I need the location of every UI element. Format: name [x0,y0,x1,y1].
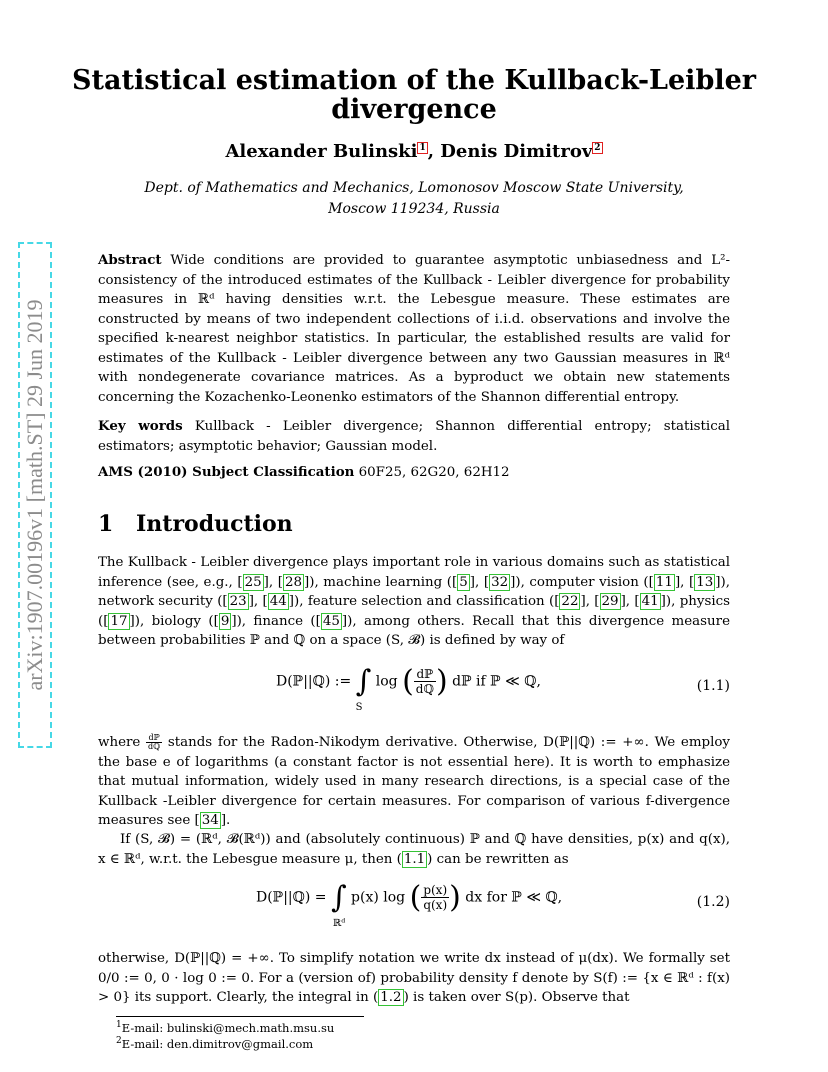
text-run: ]. [220,813,231,828]
affiliation [100,178,728,220]
citation-link[interactable]: 29 [601,594,619,609]
abstract [98,251,730,407]
eq1-fraction [414,667,436,696]
text-run: ]), feature selection and classification ([ [288,594,560,609]
inline-denominator: dℚ [148,742,161,751]
text-run: ) can be rewritten as [427,851,569,867]
abstract-label: Abstract [98,252,162,268]
footnote-mark: 2 [116,1036,122,1046]
eq1-numerator: dℙ [414,667,436,682]
eq2-domain: ℝᵈ [332,918,346,929]
section-heading [98,511,293,537]
equation-number: (1.1) [696,678,730,694]
intro-paragraph-1 [98,553,730,651]
text-run: ]), physics ([ [98,594,730,629]
citation-link[interactable]: 41 [641,594,659,609]
footnote-mark: 1 [116,1020,122,1030]
equation-1-2 [98,880,730,936]
equation-1-1 [98,664,730,714]
text-run: ], [ [469,574,490,590]
citation-link[interactable]: 13 [696,574,714,590]
text-run: ]), biology ([ [129,613,219,629]
text-run: ]), finance ([ [231,613,321,629]
citation-link[interactable]: 22 [561,594,579,609]
keywords-text: Kullback - Leibler divergence; Shannon differential entropy; statistical estimators; asymptotic behavior; Gaussian model. [98,419,730,454]
paper-title: Statistical estimation of the Kullback-Leibler divergence [72,65,756,125]
eq1-rest: dℙ if ℙ ≪ ℚ, [452,673,541,690]
ams-codes: 60F25, 62G20, 62H12 [358,465,510,480]
text-run: If (S, 𝓑) = (ℝᵈ, 𝓑(ℝᵈ)) and (absolutely continuous) ℙ and ℚ have densities, p(x) and q(x), x ∈ ℝᵈ, w.r.t. the Lebesgue measure μ, then ( [98,832,730,867]
intro-paragraph-4 [98,949,730,1008]
ams-label: AMS (2010) Subject Classification [98,464,355,480]
intro-paragraph-2 [98,733,730,831]
text-run: otherwise, D(ℙ||ℚ) = +∞. To simplify notation we write dx instead of μ(dx). We formally set 0/0 := 0, 0 · log 0 := 0. For a (version of) probability density f denote by S(f) := {x ∈ ℝᵈ : f(x) > 0} its support. Clearly, the integral in ( [98,951,730,1005]
inline-fraction [146,734,162,751]
footnote-link-1[interactable]: 1 [419,143,426,153]
section-title: Introduction [136,511,293,537]
affiliation-line-2: Moscow 119234, Russia [328,201,500,217]
keywords [98,417,730,456]
text-run: ], [ [620,594,640,609]
text-run: ) is taken over S(p). Observe that [403,990,630,1005]
author-separator: , [427,141,441,162]
arxiv-identifier: arXiv:1907.00196v1 [math.ST] 29 Jun 2019 [22,299,47,691]
abstract-text: Wide conditions are provided to guarantee asymptotic unbiasedness and L²-consistency of the introduced estimates of the Kullback - Leibler divergence for probability measures in ℝᵈ having densities w.r.t. the Lebesgue measure. These estimates are constructed by means of two independent collections of i.i.d. observations and involve the specified k-nearest neighbor statistics. In particular, the established results are valid for estimates of the Kullback - Leibler divergence between any two Gaussian measures in ℝᵈ with nondegenerate covariance matrices. As a byproduct we obtain new statements concerning the Kozachenko-Leonenko estimators of the Shannon differential entropy. [98,253,730,405]
equation-number: (1.2) [696,894,730,910]
equation-link[interactable]: 1.2 [380,990,402,1005]
text-run: ]), among others. Recall that this divergence measure between probabilities ℙ and ℚ on a space (S, 𝓑) is defined by way of [98,613,730,648]
equation-link[interactable]: 1.1 [403,851,426,867]
citation-link[interactable]: 11 [655,574,673,590]
arxiv-side-stamp [18,242,52,748]
authors [60,141,768,162]
affiliation-line-1: Dept. of Mathematics and Mechanics, Lomonosov Moscow State University, [144,180,684,196]
footnote-separator [116,1016,364,1017]
eq1-denominator: dℚ [415,682,434,696]
footnote-1 [116,1020,334,1035]
footnote-2 [116,1036,313,1051]
left-paren: ( [409,880,422,915]
intro-paragraph-3 [98,830,730,869]
eq2-lhs: D(ℙ||ℚ) = [256,889,331,906]
text-run: ], [ [580,594,600,609]
author-1: Alexander Bulinski [225,141,418,162]
right-paren: ) [449,880,461,915]
eq2-rest: dx for ℙ ≪ ℚ, [465,889,563,906]
eq1-log: log [375,673,398,690]
text-run: ]), machine learning ([ [304,574,458,590]
text-run: ], [ [674,574,695,590]
eq2-fraction [421,883,449,912]
author-2: Denis Dimitrov [440,141,593,162]
text-run: stands for the Radon-Nikodym derivative. Otherwise, D(ℙ||ℚ) := +∞. We employ the base e of logarithms (a constant factor is not essential here). It is worth to emphasize that mutual information, widely used in many research directions, is a special case of the Kullback -Leibler divergence for certain measures. For comparison of various f-divergence measures see [ [98,735,730,828]
integral-sign: ∫ [355,664,372,699]
text-run: ]), computer vision ([ [510,574,654,590]
citation-link[interactable]: 9 [220,613,230,629]
text-run: where [98,735,147,750]
inline-numerator: dℙ [146,734,162,743]
eq2-integrand: p(x) log [351,889,406,906]
eq2-numerator: p(x) [423,883,448,897]
text-run: ], [ [248,594,268,609]
eq1-lhs: D(ℙ||ℚ) := [276,673,356,690]
citation-link[interactable]: 34 [201,813,219,828]
footnote-text: E-mail: den.dimitrov@gmail.com [121,1036,314,1051]
footnote-text: E-mail: bulinski@mech.math.msu.su [121,1020,335,1035]
citation-link[interactable]: 45 [322,613,340,629]
eq1-domain: S [355,702,363,713]
text-run: The Kullback - Leibler divergence plays important role in various domains such as statistical inference (see, e.g., [ [98,555,730,590]
citation-link[interactable]: 44 [269,594,287,609]
citation-link[interactable]: 25 [244,574,262,590]
ams-classification [98,463,730,483]
text-run: ]), network security ([ [98,574,730,609]
left-paren: ( [402,664,414,699]
text-run: ], [ [263,574,283,590]
integral-sign: ∫ [330,880,347,915]
keywords-label: Key words [98,418,183,434]
eq2-denominator: q(x) [423,898,448,912]
citation-link[interactable]: 23 [229,594,247,609]
citation-link[interactable]: 5 [459,574,468,590]
right-paren: ) [435,664,448,699]
citation-link[interactable]: 28 [284,574,302,590]
section-number: 1 [98,511,114,537]
footnote-link-2[interactable]: 2 [594,143,601,153]
citation-link[interactable]: 32 [491,574,509,590]
citation-link[interactable]: 17 [110,613,128,629]
